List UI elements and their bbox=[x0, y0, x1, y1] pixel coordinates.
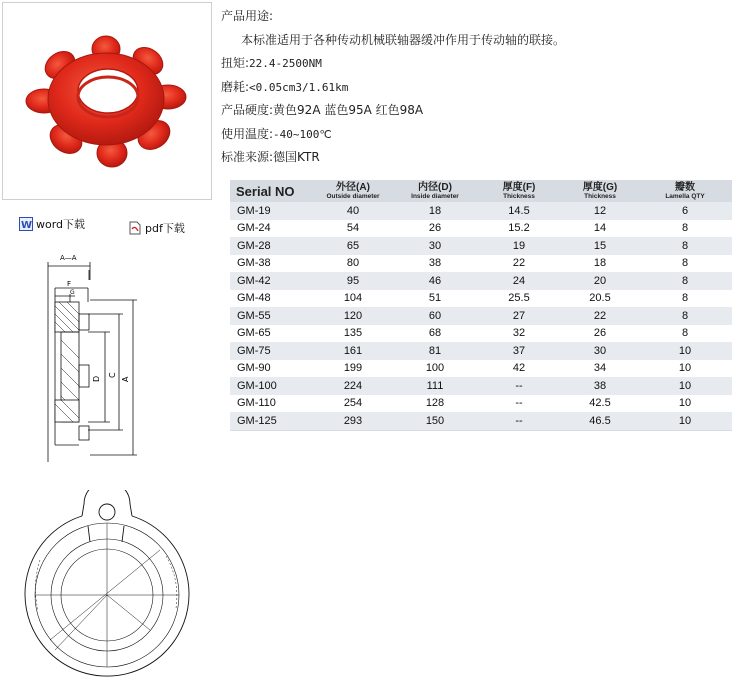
table-cell: 254 bbox=[343, 397, 363, 410]
header-lamella-qty: 瓣数 Lamella QTY bbox=[638, 180, 732, 202]
table-row bbox=[230, 220, 732, 238]
table-cell: GM-110 bbox=[237, 397, 276, 410]
table-cell: 95 bbox=[312, 272, 394, 290]
table-cell: 150 bbox=[394, 412, 476, 430]
table-cell: 14 bbox=[593, 222, 607, 235]
table-cell: 10 bbox=[678, 362, 692, 375]
table-cell: 8 bbox=[681, 222, 689, 235]
table-row bbox=[230, 360, 732, 378]
table-cell: 8 bbox=[681, 327, 689, 340]
table-cell: 18 bbox=[593, 257, 607, 270]
section-label: A—A bbox=[60, 254, 77, 262]
spec-table bbox=[230, 180, 732, 431]
table-cell: 30 bbox=[562, 342, 638, 360]
table-cell: 26 bbox=[593, 327, 607, 340]
table-cell: 8 bbox=[681, 257, 689, 270]
table-cell: 24 bbox=[476, 272, 562, 290]
label-g: G bbox=[70, 289, 75, 296]
table-row bbox=[230, 202, 732, 220]
table-cell: GM-24 bbox=[237, 222, 271, 235]
table-cell: 46.5 bbox=[562, 412, 638, 430]
table-cell: 22 bbox=[562, 307, 638, 325]
table-cell: GM-28 bbox=[230, 237, 312, 255]
table-cell: GM-125 bbox=[230, 412, 312, 430]
header-thickness-f: 厚度(F) Thickness bbox=[476, 180, 562, 202]
table-row bbox=[230, 237, 732, 255]
table-cell: 80 bbox=[346, 257, 360, 270]
table-cell: 22 bbox=[512, 257, 526, 270]
table-cell: 10 bbox=[678, 397, 692, 410]
svg-text:W: W bbox=[21, 220, 33, 231]
table-cell: 30 bbox=[394, 237, 476, 255]
table-cell: 8 bbox=[681, 292, 689, 305]
table-row bbox=[230, 325, 732, 343]
hardness-label: 产品硬度: bbox=[221, 103, 274, 117]
table-cell: 8 bbox=[638, 272, 732, 290]
pdf-icon bbox=[128, 221, 142, 235]
table-cell: 15.2 bbox=[508, 222, 530, 235]
standard-row bbox=[221, 146, 565, 170]
table-cell: 15 bbox=[562, 237, 638, 255]
table-row bbox=[230, 307, 732, 325]
table-cell: 18 bbox=[394, 202, 476, 220]
word-download-label: word下载 bbox=[36, 218, 86, 231]
table-row bbox=[230, 255, 732, 273]
table-cell: -- bbox=[476, 412, 562, 430]
table-cell: 12 bbox=[562, 202, 638, 220]
product-photo bbox=[2, 2, 212, 200]
table-cell: 54 bbox=[346, 222, 360, 235]
table-cell: -- bbox=[476, 377, 562, 395]
table-cell: 10 bbox=[638, 412, 732, 430]
table-cell: 40 bbox=[312, 202, 394, 220]
temp-row bbox=[221, 123, 565, 147]
pdf-download-label: pdf下载 bbox=[145, 222, 185, 235]
label-a: A bbox=[121, 376, 130, 382]
table-cell: 135 bbox=[343, 327, 363, 340]
table-cell: 27 bbox=[476, 307, 562, 325]
table-cell: 34 bbox=[593, 362, 607, 375]
table-cell: GM-19 bbox=[230, 202, 312, 220]
table-cell: 81 bbox=[394, 342, 476, 360]
table-cell: 100 bbox=[425, 362, 445, 375]
wear-value: <0.05cm3/1.61km bbox=[249, 80, 349, 94]
table-row bbox=[230, 412, 732, 430]
table-row bbox=[230, 395, 732, 413]
section-drawing bbox=[15, 250, 145, 465]
standard-value: 德国KTR bbox=[273, 150, 320, 164]
table-cell: 37 bbox=[476, 342, 562, 360]
wear-row bbox=[221, 76, 565, 100]
table-cell: GM-42 bbox=[230, 272, 312, 290]
table-cell: 46 bbox=[394, 272, 476, 290]
table-cell: 51 bbox=[428, 292, 442, 305]
table-cell: 38 bbox=[562, 377, 638, 395]
table-cell: 10 bbox=[638, 342, 732, 360]
product-info bbox=[221, 5, 565, 170]
table-cell: 42 bbox=[512, 362, 526, 375]
table-cell: 20 bbox=[562, 272, 638, 290]
table-cell: GM-90 bbox=[237, 362, 271, 375]
header-serial: Serial NO bbox=[230, 180, 312, 202]
header-thickness-g: 厚度(G) Thickness bbox=[562, 180, 638, 202]
header-inside-diameter: 内径(D) Inside diameter bbox=[394, 180, 476, 202]
table-cell: 199 bbox=[343, 362, 363, 375]
header-outside-diameter: 外径(A) Outside diameter bbox=[312, 180, 394, 202]
coupling-spider-image bbox=[3, 3, 211, 199]
wear-label: 磨耗: bbox=[221, 79, 250, 94]
table-cell: GM-100 bbox=[230, 377, 312, 395]
table-cell: 26 bbox=[428, 222, 442, 235]
table-cell: 224 bbox=[312, 377, 394, 395]
table-cell: -- bbox=[515, 397, 523, 410]
table-cell: 20.5 bbox=[589, 292, 611, 305]
standard-label: 标准来源: bbox=[221, 150, 274, 164]
front-view-drawing bbox=[10, 490, 200, 680]
table-cell: GM-48 bbox=[237, 292, 271, 305]
table-cell: 68 bbox=[428, 327, 442, 340]
usage-text: 本标准适用于各种传动机械联轴器缓冲作用于传动轴的联接。 bbox=[241, 32, 566, 47]
table-row bbox=[230, 342, 732, 360]
pdf-download-link[interactable] bbox=[128, 220, 185, 236]
table-cell: 161 bbox=[312, 342, 394, 360]
torque-label: 扭矩: bbox=[221, 56, 250, 70]
table-cell: 14.5 bbox=[476, 202, 562, 220]
table-cell: 128 bbox=[425, 397, 445, 410]
table-cell: GM-65 bbox=[237, 327, 271, 340]
table-cell: 42.5 bbox=[589, 397, 611, 410]
table-cell: 6 bbox=[638, 202, 732, 220]
usage-heading: 产品用途: bbox=[221, 9, 274, 23]
temp-value: -40~100℃ bbox=[273, 127, 332, 141]
table-cell: 8 bbox=[638, 237, 732, 255]
table-cell: GM-38 bbox=[237, 257, 271, 270]
torque-row bbox=[221, 52, 565, 76]
table-cell: 38 bbox=[428, 257, 442, 270]
temp-label: 使用温度: bbox=[221, 126, 274, 141]
table-cell: 65 bbox=[312, 237, 394, 255]
table-cell: 32 bbox=[512, 327, 526, 340]
table-cell: 293 bbox=[312, 412, 394, 430]
label-c: C bbox=[108, 372, 117, 378]
word-download-link[interactable] bbox=[19, 216, 85, 232]
label-f: F bbox=[67, 280, 72, 288]
hardness-row bbox=[221, 99, 565, 123]
table-cell: 120 bbox=[312, 307, 394, 325]
table-body bbox=[230, 202, 732, 430]
table-cell: 111 bbox=[394, 377, 476, 395]
table-cell: 19 bbox=[476, 237, 562, 255]
table-cell: 10 bbox=[638, 377, 732, 395]
table-row bbox=[230, 272, 732, 290]
table-cell: GM-55 bbox=[230, 307, 312, 325]
hardness-value: 黄色92A 蓝色95A 红色98A bbox=[273, 103, 424, 117]
table-cell: 104 bbox=[343, 292, 363, 305]
table-cell: 60 bbox=[394, 307, 476, 325]
table-cell: GM-75 bbox=[230, 342, 312, 360]
table-cell: 25.5 bbox=[508, 292, 530, 305]
table-row bbox=[230, 290, 732, 308]
torque-value: 22.4-2500NM bbox=[249, 57, 322, 70]
table-cell: 8 bbox=[638, 307, 732, 325]
label-d: D bbox=[92, 375, 101, 382]
table-header-row bbox=[230, 180, 732, 202]
word-icon bbox=[19, 217, 33, 231]
table-row bbox=[230, 377, 732, 395]
